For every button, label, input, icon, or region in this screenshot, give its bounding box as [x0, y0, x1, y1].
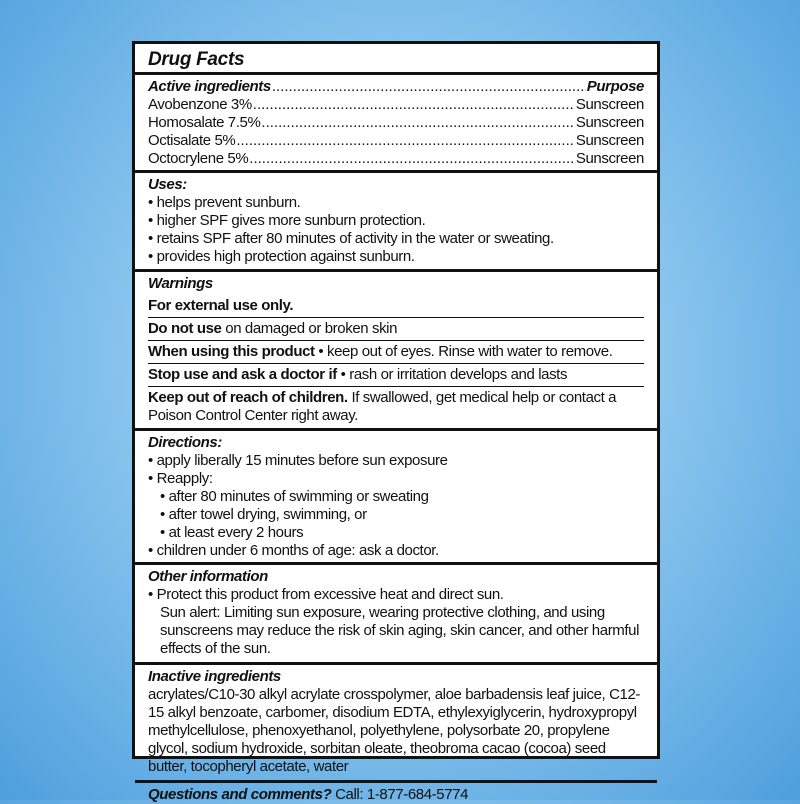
leader-dots	[272, 78, 586, 96]
questions-phone: Call: 1-877-684-5774	[331, 786, 469, 803]
inactive-ingredients-heading: Inactive ingredients	[148, 668, 281, 685]
active-ingredient-row	[148, 96, 644, 114]
directions-item: • Reapply:	[148, 470, 213, 487]
uses-item: • helps prevent sunburn.	[148, 194, 301, 211]
stop-use-label: Stop use and ask a doctor if	[148, 366, 337, 383]
ingredient-purpose: Sunscreen	[575, 96, 644, 113]
leader-dots	[236, 132, 575, 150]
active-ingredient-row	[148, 132, 644, 150]
other-information-line: • Protect this product from excessive heat and direct sun.	[148, 586, 504, 603]
active-ingredients-heading: Active ingredients	[148, 78, 271, 95]
purpose-heading: Purpose	[586, 78, 644, 95]
active-header-row	[148, 78, 644, 96]
ingredient-purpose: Sunscreen	[575, 114, 644, 131]
leader-dots	[261, 114, 574, 132]
keep-out-warning	[148, 387, 644, 426]
uses-section	[148, 173, 644, 266]
uses-heading: Uses:	[148, 176, 187, 193]
active-ingredients-section	[148, 75, 644, 168]
drug-facts-panel	[132, 41, 660, 803]
do-not-use-warning	[148, 318, 644, 339]
inactive-ingredients-section	[148, 665, 644, 776]
directions-item: • apply liberally 15 minutes before sun exposure	[148, 452, 448, 469]
leader-dots	[249, 150, 575, 168]
ingredient-name: Homosalate 7.5%	[148, 114, 261, 131]
directions-subitem: • at least every 2 hours	[160, 524, 304, 541]
warnings-heading: Warnings	[148, 275, 213, 292]
warnings-section	[148, 272, 644, 426]
when-using-warning	[148, 341, 644, 362]
other-information-heading: Other information	[148, 568, 268, 585]
active-ingredient-row	[148, 114, 644, 132]
ingredient-name: Octocrylene 5%	[148, 150, 249, 167]
uses-item: • retains SPF after 80 minutes of activity in the water or sweating.	[148, 230, 554, 247]
uses-item: • higher SPF gives more sunburn protection.	[148, 212, 426, 229]
directions-section	[148, 431, 644, 560]
external-use-warning: For external use only.	[148, 297, 294, 314]
ingredient-name: Avobenzone 3%	[148, 96, 252, 113]
drug-facts-title: Drug Facts	[148, 49, 245, 70]
questions-section	[148, 783, 644, 804]
keep-out-text: If swallowed, get medical help or contact a Poison Control Center right away.	[148, 389, 617, 424]
active-ingredient-row	[148, 150, 644, 168]
when-using-text: • keep out of eyes. Rinse with water to remove.	[314, 343, 613, 360]
directions-heading: Directions:	[148, 434, 222, 451]
uses-item: • provides high protection against sunburn.	[148, 248, 415, 265]
ingredient-purpose: Sunscreen	[575, 150, 644, 167]
ingredient-purpose: Sunscreen	[575, 132, 644, 149]
inactive-ingredients-text: acrylates/C10-30 alkyl acrylate crosspolymer, aloe barbadensis leaf juice, C12-15 alkyl benzoate, carbomer, disodium EDTA, ethylexyiglycerin, hydroxypropyl methylcellulose, phenoxyethanol, polyethylene, polysorbate 20, propylene glycol, sodium hydroxide, sorbitan oleate, theobroma cacao (cocoa) seed butter, tocopheryl acetate, water	[148, 686, 640, 775]
keep-out-label: Keep out of reach of children.	[148, 389, 348, 406]
sun-alert-text: Sun alert: Limiting sun exposure, wearing protective clothing, and using sunscreens may reduce the risk of skin aging, skin cancer, and other harmful effects of the sun.	[160, 604, 640, 657]
leader-dots	[253, 96, 575, 114]
when-using-label: When using this product	[148, 343, 315, 360]
directions-item: • children under 6 months of age: ask a doctor.	[148, 542, 439, 559]
other-information-section	[148, 565, 644, 658]
do-not-use-label: Do not use	[148, 320, 222, 337]
questions-label: Questions and comments?	[148, 786, 332, 803]
stop-use-text: • rash or irritation develops and lasts	[336, 366, 568, 383]
stop-use-warning	[148, 364, 644, 385]
directions-subitem: • after 80 minutes of swimming or sweating	[160, 488, 429, 505]
ingredient-name: Octisalate 5%	[148, 132, 236, 149]
do-not-use-text: on damaged or broken skin	[221, 320, 398, 337]
directions-subitem: • after towel drying, swimming, or	[160, 506, 367, 523]
